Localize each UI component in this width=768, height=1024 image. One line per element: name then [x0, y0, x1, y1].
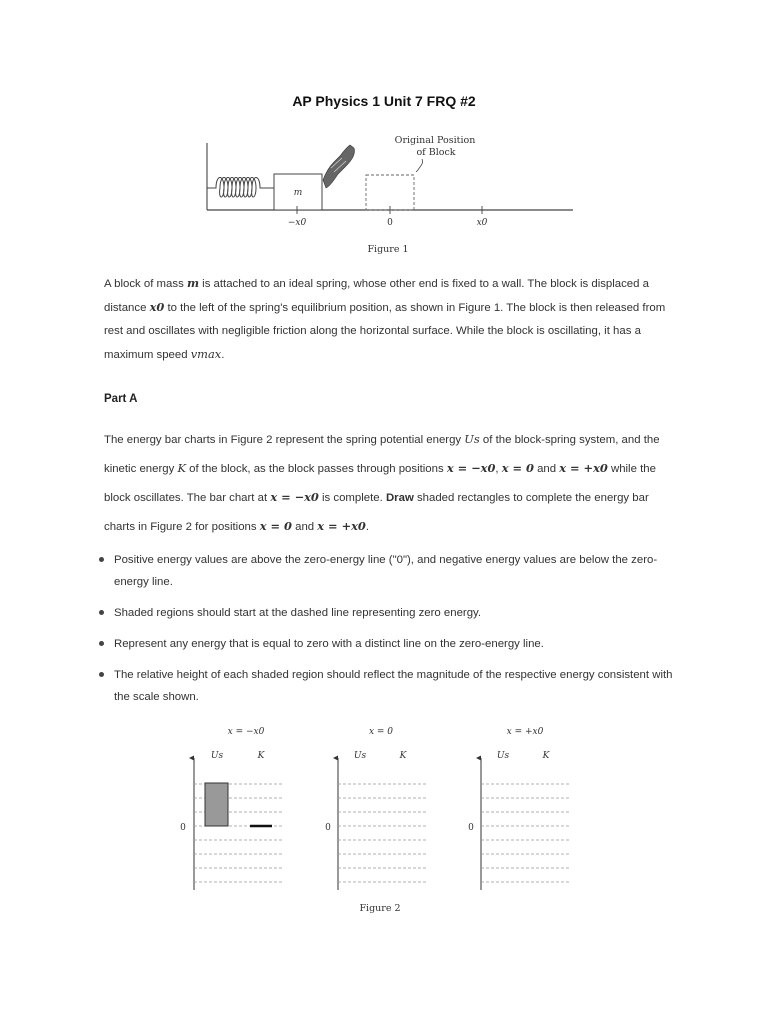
mass-symbol: m	[186, 276, 199, 290]
energy-chart-neg-x0	[180, 727, 282, 890]
us-axis-label: Us	[496, 751, 510, 761]
list-item: Positive energy values are above the zero-energy line ("0"), and negative energy values are below the zero-energy line.	[96, 549, 686, 593]
list-item: The relative height of each shaded region should reflect the magnitude of the respective energy consistent with the scale shown.	[96, 664, 686, 708]
k-axis-label: K	[399, 751, 407, 761]
vmax-symbol: vmax	[190, 347, 222, 361]
us-energy-bar	[205, 783, 228, 826]
k-axis-label: K	[257, 751, 265, 761]
us-axis-label: Us	[210, 751, 224, 761]
us-symbol: Us	[464, 432, 480, 446]
energy-chart-zero	[325, 727, 426, 890]
tick-label-neg-x0: −x0	[287, 218, 307, 228]
original-position-label-line2: of Block	[416, 147, 456, 158]
zero-energy-label: 0	[325, 823, 331, 833]
part-a-heading: Part A	[104, 393, 138, 405]
figure-1-caption: Figure 1	[367, 244, 409, 255]
original-position-outline	[366, 175, 414, 210]
instructions-list	[96, 549, 686, 717]
displacement-symbol: x0	[149, 300, 165, 314]
hand-icon	[323, 145, 355, 188]
page-title: AP Physics 1 Unit 7 FRQ #2	[292, 93, 476, 109]
chart-position-label: x = +x0	[506, 727, 544, 737]
intro-paragraph: A block of mass m is attached to an ideal spring, whose other end is fixed to a wall. The block is displaced a distance x0 to the left of the spring's equilibrium position, as shown in Figure 1. The block is then released from rest and oscillates with negligible friction along the horizontal surface. While the block is oscillating, it has a maximum speed vmax.	[104, 276, 666, 361]
pointer-arrow	[416, 159, 423, 172]
figure-1-diagram	[200, 128, 580, 258]
list-item: Shaded regions should start at the dashed line representing zero energy.	[96, 602, 686, 624]
k-symbol: K	[177, 461, 186, 475]
tick-label-pos-x0: x0	[476, 218, 488, 228]
k-axis-label: K	[542, 751, 550, 761]
tick-label-zero: 0	[387, 218, 393, 228]
chart-position-label: x = 0	[368, 727, 394, 737]
spring	[207, 178, 274, 198]
part-a-paragraph: The energy bar charts in Figure 2 represent the spring potential energy Us of the block-spring system, and the kinetic energy K of the block, as the block passes through positions x = −x0, x = 0 and x = +x0 while the block oscillates. The bar chart at x = −x0 is complete. Draw shaded rectangles to complete the energy bar charts in Figure 2 for positions x = 0 and x = +x0.	[104, 432, 660, 533]
original-position-label-line1: Original Position	[394, 135, 476, 146]
us-axis-label: Us	[353, 751, 367, 761]
energy-chart-pos-x0	[468, 727, 569, 890]
figure-2-caption: Figure 2	[359, 903, 401, 914]
chart-position-label: x = −x0	[227, 727, 265, 737]
zero-energy-label: 0	[180, 823, 186, 833]
list-item: Represent any energy that is equal to zero with a distinct line on the zero-energy line.	[96, 633, 686, 655]
zero-energy-label: 0	[468, 823, 474, 833]
draw-keyword: Draw	[385, 492, 414, 504]
block-label: m	[293, 188, 303, 198]
figure-2-energy-bar-charts	[170, 718, 590, 918]
